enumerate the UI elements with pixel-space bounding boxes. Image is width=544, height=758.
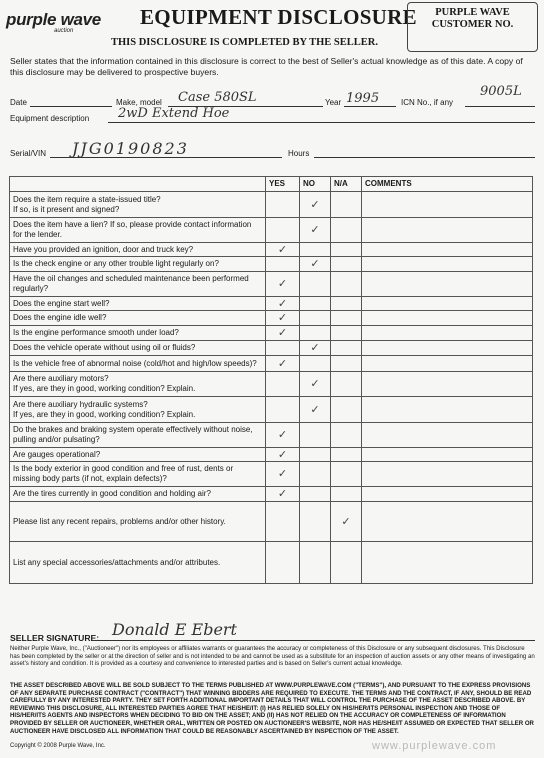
question-text: Are the tires currently in good condition and holding air? bbox=[13, 489, 211, 498]
comments-cell[interactable] bbox=[362, 397, 533, 423]
check-mark-icon: ✓ bbox=[277, 447, 288, 461]
answer-na-cell[interactable] bbox=[331, 356, 362, 372]
answer-yes-cell[interactable] bbox=[266, 341, 300, 356]
table-row bbox=[10, 397, 533, 423]
question-subtext: If so, is it present and signed? bbox=[13, 204, 120, 214]
equipment-description-value: 2wD Extend Hoe bbox=[118, 106, 230, 121]
question-text: Do the brakes and braking system operate effectively without noise, pulling and/or pulsating? bbox=[13, 425, 253, 444]
answer-na-cell[interactable] bbox=[331, 297, 362, 311]
question-cell bbox=[10, 356, 266, 372]
table-row bbox=[10, 297, 533, 311]
comments-cell[interactable] bbox=[362, 272, 533, 297]
year-field bbox=[344, 106, 396, 107]
answer-no-cell[interactable] bbox=[300, 487, 331, 502]
comments-cell[interactable] bbox=[362, 542, 533, 584]
question-cell bbox=[10, 257, 266, 272]
comments-cell[interactable] bbox=[362, 257, 533, 272]
comments-cell[interactable] bbox=[362, 487, 533, 502]
answer-no-cell[interactable] bbox=[300, 218, 331, 243]
hours-label: Hours bbox=[288, 149, 310, 158]
serial-vin-value: JJG0190823 bbox=[72, 139, 189, 158]
comments-cell[interactable] bbox=[362, 218, 533, 243]
answer-na-cell[interactable] bbox=[331, 448, 362, 462]
answer-na-cell[interactable] bbox=[331, 243, 362, 257]
question-cell bbox=[10, 487, 266, 502]
icn-label: ICN No., if any bbox=[401, 98, 454, 107]
customer-number-box bbox=[407, 2, 538, 52]
question-cell bbox=[10, 311, 266, 326]
answer-no-cell[interactable] bbox=[300, 311, 331, 326]
purple-wave-logo bbox=[6, 10, 104, 40]
answer-no-cell[interactable] bbox=[300, 243, 331, 257]
answer-yes-cell[interactable] bbox=[266, 487, 300, 502]
question-text: Are there auxiliary hydraulic systems? bbox=[13, 399, 148, 409]
comments-cell[interactable] bbox=[362, 502, 533, 542]
question-text: Is the engine performance smooth under load? bbox=[13, 328, 179, 337]
table-row bbox=[10, 326, 533, 341]
comments-cell[interactable] bbox=[362, 192, 533, 218]
comments-cell[interactable] bbox=[362, 311, 533, 326]
website-watermark: www.purplewave.com bbox=[372, 740, 497, 752]
comments-cell[interactable] bbox=[362, 372, 533, 397]
check-mark-icon: ✓ bbox=[277, 467, 288, 480]
question-text: Does the item have a lien? If so, please provide contact information for the lender. bbox=[13, 220, 252, 239]
answer-no-cell[interactable] bbox=[300, 448, 331, 462]
answer-no-cell[interactable] bbox=[300, 257, 331, 272]
question-cell bbox=[10, 462, 266, 487]
question-cell bbox=[10, 243, 266, 257]
answer-yes-cell[interactable] bbox=[266, 297, 300, 311]
answer-na-cell[interactable] bbox=[331, 272, 362, 297]
comments-cell[interactable] bbox=[362, 326, 533, 341]
answer-yes-cell[interactable] bbox=[266, 423, 300, 448]
terms-text: THE ASSET DESCRIBED ABOVE WILL BE SOLD SUBJECT TO THE TERMS PUBLISHED AT WWW.PURPLEWAVE.COM ("TERMS"), AND PURSUANT TO THE EXPRESS PROVISIONS OF ANY SEPARATE PURCHASE CONTRACT ("CONTRACT") THAT WINNING BIDDERS ARE REQUIRED TO EXECUTE. THE TERMS AND THE CONTRACT, IF ANY, SHOULD BE READ CAREFULLY BY ANY INTERESTED PARTY. THEY SET FORTH ADDITIONAL IMPORTANT DETAILS THAT WILL CONTROL THE PURCHASE OF THE ASSET DESCRIBED ABOVE. BY REVIEWING THIS DISCLOSURE, ALL INTERESTED PARTIES AGREE THAT HE/SHE/IT: (I) HAS RELIED SOLELY ON HIS/HER/ITS PERSONAL INSPECTION AND THOSE OF HIS/HER/ITS AGENTS AND INSPECTORS WHEN DECIDING TO BID ON THE ASSET; AND (II) HAS NOT RELIED ON THE ACCURACY OR COMPLETENESS OF INFORMATION PROVIDED BY SELLER OR AUCTIONEER, WHETHER ORAL, WRITTEN OR POSTED ON AUCTIONEER'S WEBSITE, NOR HAS HE/SHE/IT ASSUMED OR EXPECTED THAT SELLER OR AUCTIONEER HAVE DISCLOSED ALL INFORMATION THAT COULD BE REASONABLY ASCERTAINED BY INSPECTION OF THE ASSET. bbox=[10, 682, 534, 735]
equipment-description-label: Equipment description bbox=[10, 114, 90, 123]
answer-no-cell[interactable] bbox=[300, 423, 331, 448]
question-cell bbox=[10, 341, 266, 356]
answer-yes-cell[interactable] bbox=[266, 257, 300, 272]
check-mark-icon: ✓ bbox=[310, 257, 320, 270]
table-row bbox=[10, 542, 533, 584]
answer-na-cell[interactable] bbox=[331, 542, 362, 584]
question-subtext: If yes, are they in good, working condition? Explain. bbox=[13, 409, 196, 419]
check-mark-icon: ✓ bbox=[277, 242, 288, 256]
hours-field bbox=[314, 157, 535, 158]
check-mark-icon: ✓ bbox=[310, 377, 320, 390]
header-na: N/A bbox=[331, 177, 362, 192]
question-cell bbox=[10, 502, 266, 542]
answer-na-cell[interactable] bbox=[331, 311, 362, 326]
comments-cell[interactable] bbox=[362, 448, 533, 462]
answer-no-cell[interactable] bbox=[300, 397, 331, 423]
answer-no-cell[interactable] bbox=[300, 341, 331, 356]
comments-cell[interactable] bbox=[362, 243, 533, 257]
check-mark-icon: ✓ bbox=[310, 223, 320, 236]
answer-yes-cell[interactable] bbox=[266, 448, 300, 462]
table-row bbox=[10, 311, 533, 326]
answer-na-cell[interactable] bbox=[331, 218, 362, 243]
copyright-text: Copyright © 2008 Purple Wave, Inc. bbox=[10, 743, 106, 749]
comments-cell[interactable] bbox=[362, 341, 533, 356]
equipment-description-field bbox=[108, 122, 535, 123]
answer-no-cell[interactable] bbox=[300, 192, 331, 218]
question-cell bbox=[10, 326, 266, 341]
serial-vin-label: Serial/VIN bbox=[10, 149, 47, 158]
header-question bbox=[10, 177, 266, 192]
question-cell bbox=[10, 218, 266, 243]
answer-yes-cell[interactable] bbox=[266, 462, 300, 487]
answer-na-cell[interactable] bbox=[331, 487, 362, 502]
signature-line bbox=[95, 640, 535, 641]
table-row bbox=[10, 448, 533, 462]
answer-na-cell[interactable] bbox=[331, 423, 362, 448]
intro-text: Seller states that the information contained in this disclosure is correct to the best of Seller's actual knowledge as of this date. A copy of this disclosure may be delivered to prospective buyers. bbox=[10, 56, 523, 77]
answer-no-cell[interactable] bbox=[300, 272, 331, 297]
table-row bbox=[10, 356, 533, 372]
question-cell bbox=[10, 297, 266, 311]
check-mark-icon: ✓ bbox=[310, 402, 320, 416]
table-row bbox=[10, 502, 533, 542]
answer-yes-cell[interactable] bbox=[266, 243, 300, 257]
question-text: Is the check engine or any other trouble light regularly on? bbox=[13, 259, 219, 268]
answer-yes-cell[interactable] bbox=[266, 192, 300, 218]
check-mark-icon: ✓ bbox=[277, 356, 288, 370]
date-label: Date bbox=[10, 98, 27, 107]
seller-signature-label: SELLER SIGNATURE: bbox=[10, 633, 100, 643]
question-text: Does the item require a state-issued title? bbox=[13, 194, 161, 204]
check-mark-icon: ✓ bbox=[277, 428, 288, 441]
check-mark-icon: ✓ bbox=[310, 197, 320, 211]
table-row bbox=[10, 243, 533, 257]
make-model-value: Case 580SL bbox=[178, 90, 257, 105]
header-no: NO bbox=[300, 177, 331, 192]
question-text: Have the oil changes and scheduled maintenance been performed regularly? bbox=[13, 274, 249, 293]
answer-na-cell[interactable] bbox=[331, 372, 362, 397]
question-cell bbox=[10, 372, 266, 397]
question-text: Is the body exterior in good condition and free of rust, dents or missing body parts (if not, explain defects)? bbox=[13, 464, 234, 483]
answer-yes-cell[interactable] bbox=[266, 311, 300, 326]
answer-no-cell[interactable] bbox=[300, 462, 331, 487]
answer-yes-cell[interactable] bbox=[266, 326, 300, 341]
answer-no-cell[interactable] bbox=[300, 356, 331, 372]
check-mark-icon: ✓ bbox=[277, 326, 288, 339]
answer-yes-cell[interactable] bbox=[266, 542, 300, 584]
disclosure-table bbox=[9, 176, 533, 584]
question-text: Have you provided an ignition, door and truck key? bbox=[13, 244, 194, 254]
disclaimer-text: Neither Purple Wave, Inc., ("Auctioneer") nor its employees or affiliates warrants or guarantees the accuracy or completeness of this Disclosure or any subsequent disclosures. This Disclosure has been completed by the seller or at the direction of seller and is not intended to be and cannot be used as a substitute for an inspection of auction assets or any other means of investigating an asset's history and condition. It is provided as a courtesy and convenience to interested parties and is based on Seller's current actual knowledge. bbox=[10, 645, 535, 668]
question-cell bbox=[10, 542, 266, 584]
answer-na-cell[interactable] bbox=[331, 397, 362, 423]
question-text: Does the engine start well? bbox=[13, 298, 110, 308]
question-text: Is the vehicle free of abnormal noise (cold/hot and high/low speeds)? bbox=[13, 358, 257, 368]
check-mark-icon: ✓ bbox=[277, 296, 288, 310]
comments-cell[interactable] bbox=[362, 462, 533, 487]
table-row bbox=[10, 462, 533, 487]
question-cell bbox=[10, 272, 266, 297]
question-cell bbox=[10, 448, 266, 462]
year-label: Year bbox=[325, 98, 342, 107]
year-value: 1995 bbox=[346, 91, 380, 106]
table-row bbox=[10, 218, 533, 243]
answer-yes-cell[interactable] bbox=[266, 356, 300, 372]
header-yes: YES bbox=[266, 177, 300, 192]
answer-no-cell[interactable] bbox=[300, 502, 331, 542]
header-comments: COMMENTS bbox=[362, 177, 533, 192]
answer-na-cell[interactable] bbox=[331, 341, 362, 356]
answer-na-cell[interactable] bbox=[331, 192, 362, 218]
check-mark-icon: ✓ bbox=[310, 341, 320, 354]
comments-cell[interactable] bbox=[362, 423, 533, 448]
check-mark-icon: ✓ bbox=[277, 487, 288, 500]
answer-yes-cell[interactable] bbox=[266, 372, 300, 397]
table-header-row bbox=[10, 177, 533, 192]
question-text: Please list any recent repairs, problems and/or other history. bbox=[13, 516, 226, 526]
table-row bbox=[10, 272, 533, 297]
logo-subtext: auction bbox=[54, 28, 74, 34]
question-text: List any special accessories/attachments and/or attributes. bbox=[13, 557, 221, 567]
table-row bbox=[10, 487, 533, 502]
answer-yes-cell[interactable] bbox=[266, 397, 300, 423]
question-text: Are gauges operational? bbox=[13, 449, 101, 459]
answer-no-cell[interactable] bbox=[300, 372, 331, 397]
logo-text: purple wave bbox=[6, 10, 101, 29]
answer-no-cell[interactable] bbox=[300, 542, 331, 584]
answer-na-cell[interactable] bbox=[331, 502, 362, 542]
page-title: EQUIPMENT DISCLOSURE bbox=[140, 5, 417, 29]
table-row bbox=[10, 372, 533, 397]
question-cell bbox=[10, 397, 266, 423]
answer-no-cell[interactable] bbox=[300, 326, 331, 341]
question-text: Does the engine idle well? bbox=[13, 313, 107, 322]
answer-yes-cell[interactable] bbox=[266, 272, 300, 297]
table-row bbox=[10, 192, 533, 218]
question-cell bbox=[10, 192, 266, 218]
question-text: Does the vehicle operate without using oil or fluids? bbox=[13, 343, 196, 352]
make-model-label: Make, model bbox=[116, 98, 162, 107]
check-mark-icon: ✓ bbox=[277, 277, 288, 290]
question-text: Are there auxiliary motors? bbox=[13, 374, 109, 383]
comments-cell[interactable] bbox=[362, 356, 533, 372]
answer-na-cell[interactable] bbox=[331, 257, 362, 272]
answer-no-cell[interactable] bbox=[300, 297, 331, 311]
table-row bbox=[10, 341, 533, 356]
customer-box-line2: CUSTOMER NO. bbox=[431, 19, 514, 30]
answer-na-cell[interactable] bbox=[331, 462, 362, 487]
page-subtitle: THIS DISCLOSURE IS COMPLETED BY THE SELLER. bbox=[111, 37, 378, 48]
customer-box-line1: PURPLE WAVE bbox=[435, 7, 510, 18]
question-subtext: If yes, are they in good, working condition? Explain. bbox=[13, 384, 196, 393]
answer-yes-cell[interactable] bbox=[266, 218, 300, 243]
seller-signature: Donald E Ebert bbox=[112, 620, 237, 639]
icn-value: 9005L bbox=[480, 84, 522, 99]
check-mark-icon: ✓ bbox=[341, 514, 351, 528]
answer-yes-cell[interactable] bbox=[266, 502, 300, 542]
comments-cell[interactable] bbox=[362, 297, 533, 311]
table-row bbox=[10, 423, 533, 448]
table-row bbox=[10, 257, 533, 272]
icn-field bbox=[465, 106, 535, 107]
question-cell bbox=[10, 423, 266, 448]
answer-na-cell[interactable] bbox=[331, 326, 362, 341]
date-field bbox=[30, 106, 112, 107]
check-mark-icon: ✓ bbox=[277, 311, 288, 324]
